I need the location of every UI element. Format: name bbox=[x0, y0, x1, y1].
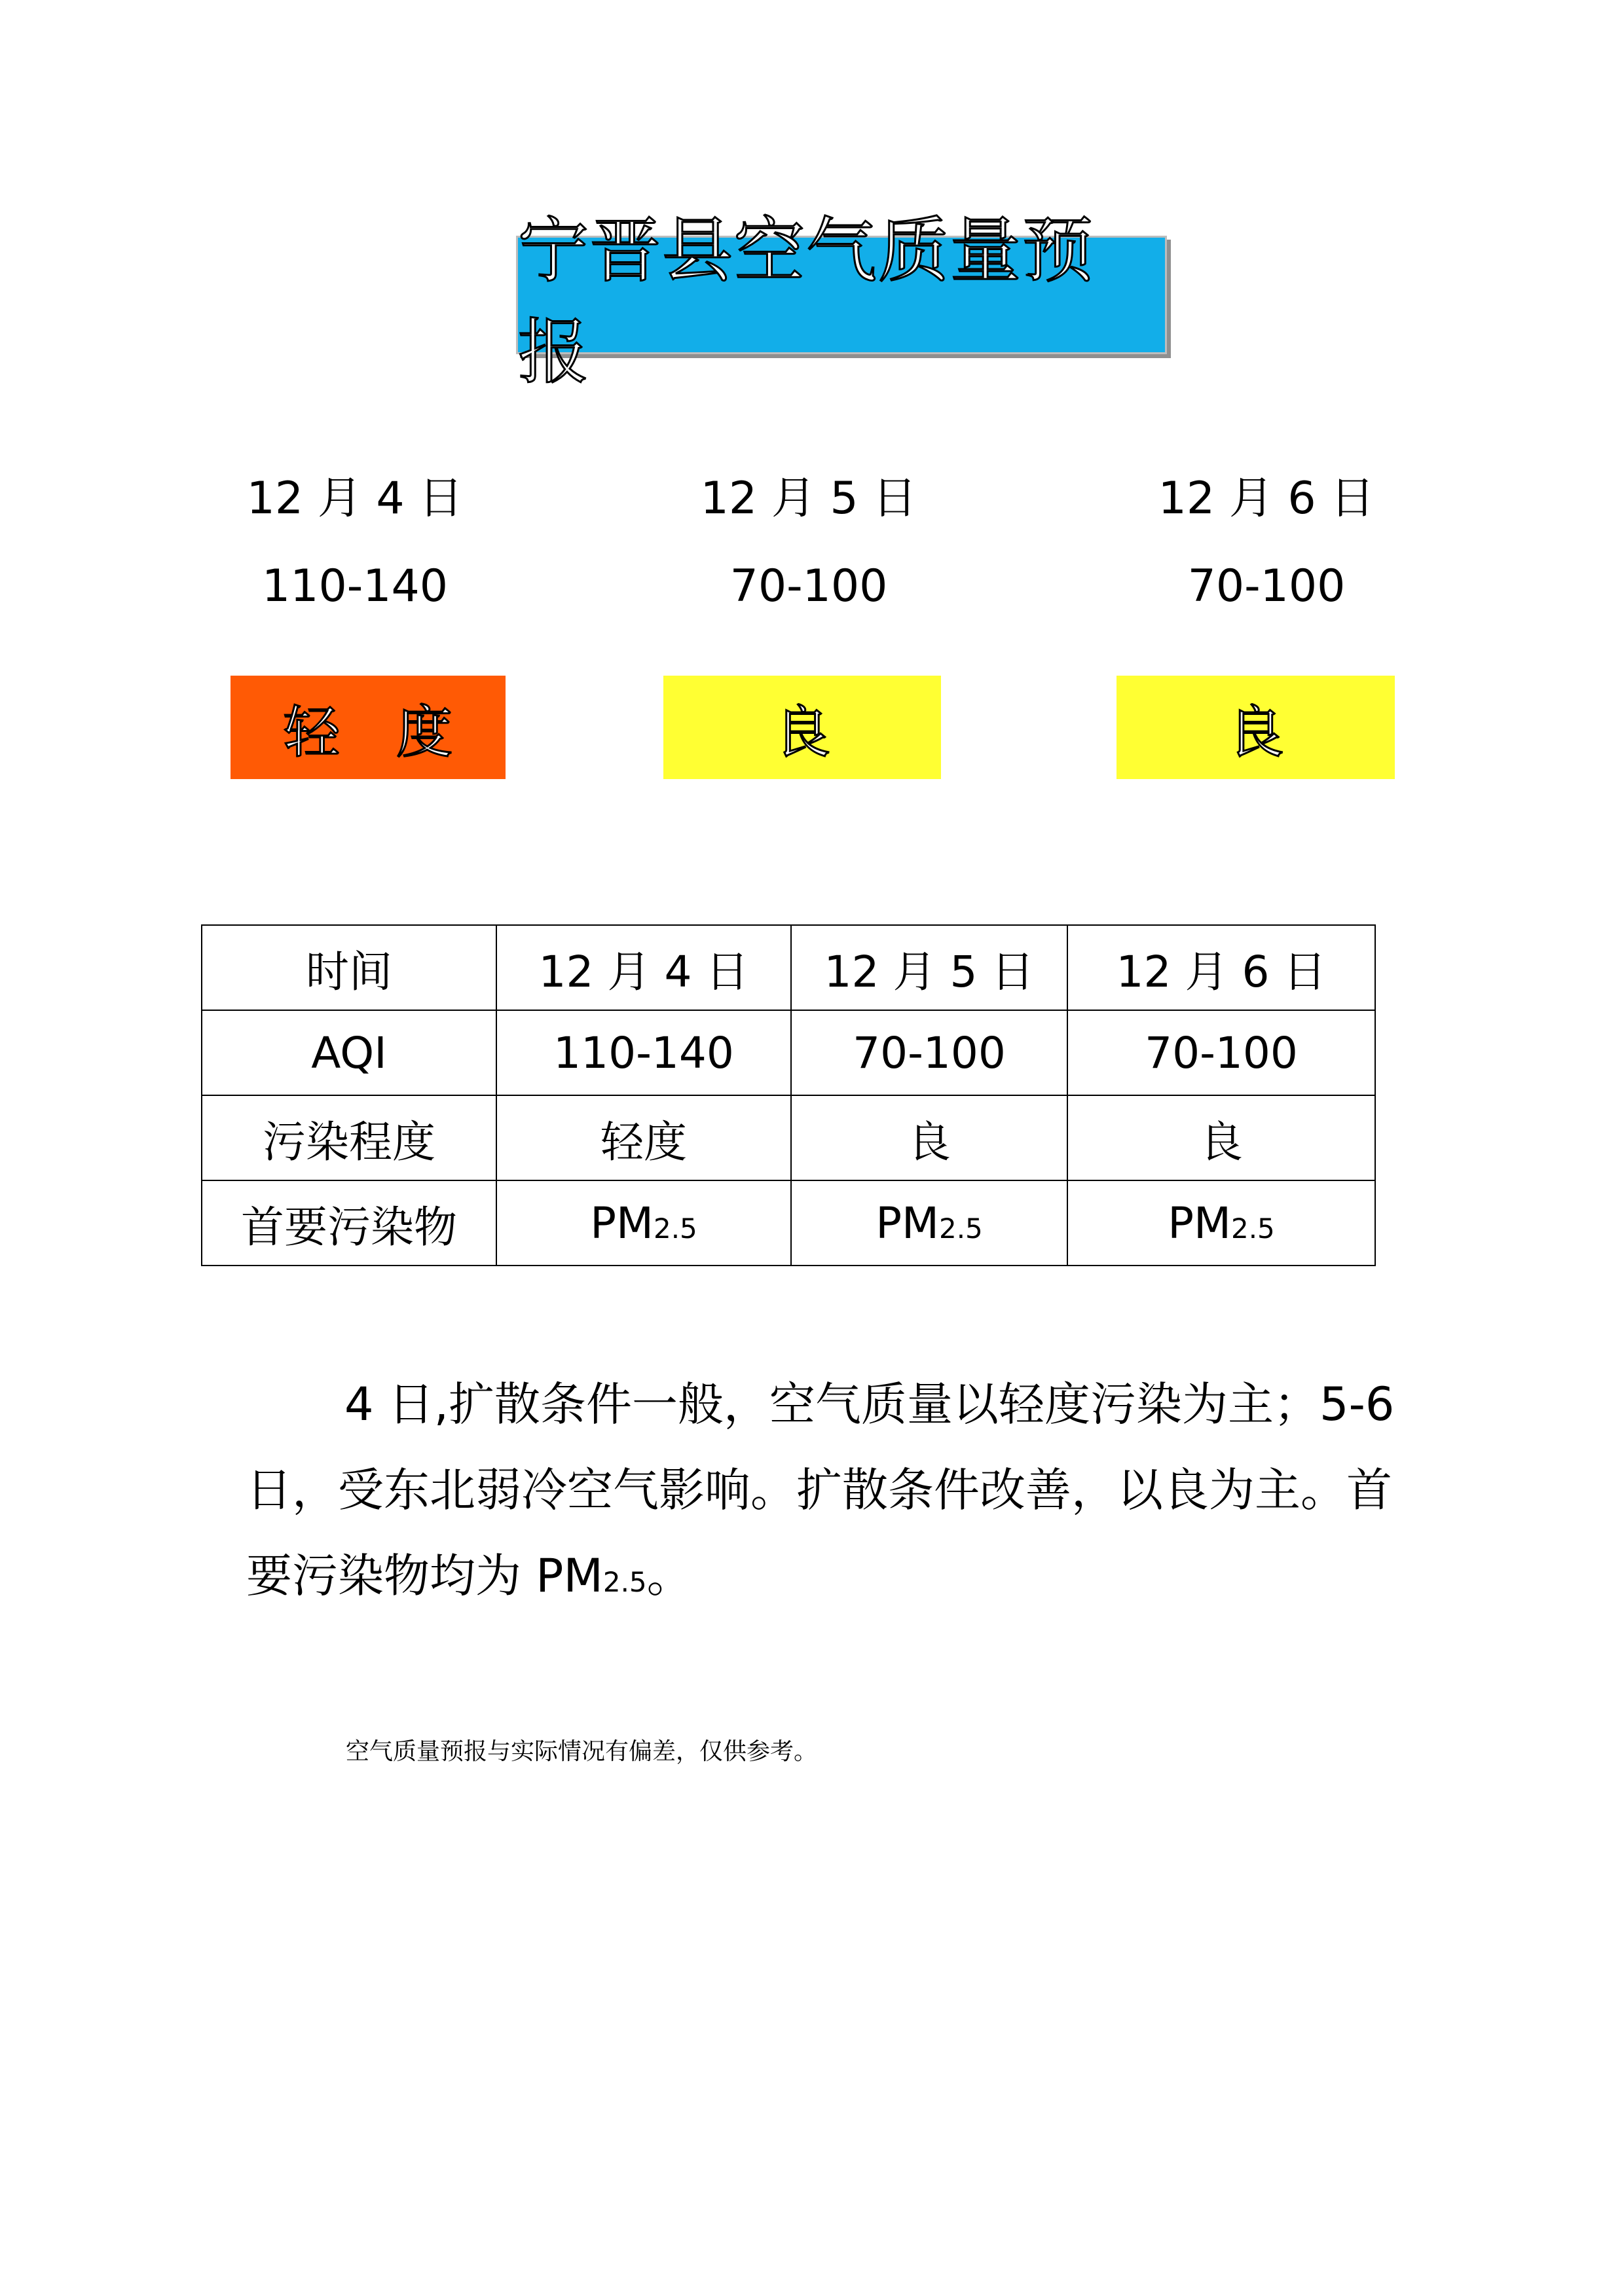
level-badge-label: 轻 度 bbox=[284, 700, 452, 765]
day-aqi-range: 70-100 bbox=[1187, 560, 1346, 612]
description-end: 。 bbox=[646, 1549, 693, 1603]
day-aqi-range: 110-140 bbox=[261, 560, 449, 612]
table-cell: 良 bbox=[1067, 1095, 1375, 1180]
description-text: 4 日,扩散条件一般，空气质量以轻度污染为主；5-6 日，受东北弱冷空气影响。扩散条件改善，以良为主。首要污染物均为 PM bbox=[246, 1377, 1395, 1603]
pollutant-subscript: 2.5 bbox=[653, 1212, 697, 1245]
table-cell: AQI bbox=[202, 1010, 496, 1095]
level-badge-label: 良 bbox=[774, 700, 830, 765]
pollutant-name: PM bbox=[1168, 1197, 1231, 1248]
table-row bbox=[202, 1095, 1375, 1180]
table-cell: 70-100 bbox=[1067, 1010, 1375, 1095]
table-cell-pollutant bbox=[496, 1180, 791, 1266]
table-cell: 首要污染物 bbox=[202, 1180, 496, 1266]
day-date: 12 月 5 日 bbox=[700, 473, 917, 524]
table-cell: 12 月 5 日 bbox=[791, 925, 1067, 1010]
table-cell: 轻度 bbox=[496, 1095, 791, 1180]
disclaimer-note: 空气质量预报与实际情况有偏差，仅供参考。 bbox=[346, 1738, 818, 1765]
table-cell: 12 月 4 日 bbox=[496, 925, 791, 1010]
table-cell: 110-140 bbox=[496, 1010, 791, 1095]
pollutant-name: PM bbox=[876, 1197, 939, 1248]
table-cell: 时间 bbox=[202, 925, 496, 1010]
table-cell-pollutant bbox=[791, 1180, 1067, 1266]
table-cell-pollutant bbox=[1067, 1180, 1375, 1266]
page-title: 宁晋县空气质量预报 bbox=[518, 210, 1095, 393]
title-banner bbox=[516, 210, 1167, 393]
day-date: 12 月 4 日 bbox=[246, 473, 464, 524]
day-aqi-range: 70-100 bbox=[729, 560, 888, 612]
description-subscript: 2.5 bbox=[602, 1566, 647, 1598]
level-badge-day3 bbox=[1116, 676, 1395, 779]
level-badge-day2 bbox=[663, 676, 941, 779]
table-row bbox=[202, 925, 1375, 1010]
forecast-description bbox=[246, 1362, 1399, 1625]
table-cell: 70-100 bbox=[791, 1010, 1067, 1095]
forecast-table bbox=[201, 924, 1376, 1266]
level-badge-label: 良 bbox=[1227, 700, 1284, 765]
pollutant-name: PM bbox=[590, 1197, 654, 1248]
pollutant-subscript: 2.5 bbox=[1230, 1212, 1275, 1245]
day-date: 12 月 6 日 bbox=[1158, 473, 1375, 524]
table-cell: 良 bbox=[791, 1095, 1067, 1180]
table-row bbox=[202, 1010, 1375, 1095]
level-badge-day1 bbox=[231, 676, 506, 779]
table-row bbox=[202, 1180, 1375, 1266]
pollutant-subscript: 2.5 bbox=[938, 1212, 983, 1245]
table-cell: 污染程度 bbox=[202, 1095, 496, 1180]
table-cell: 12 月 6 日 bbox=[1067, 925, 1375, 1010]
